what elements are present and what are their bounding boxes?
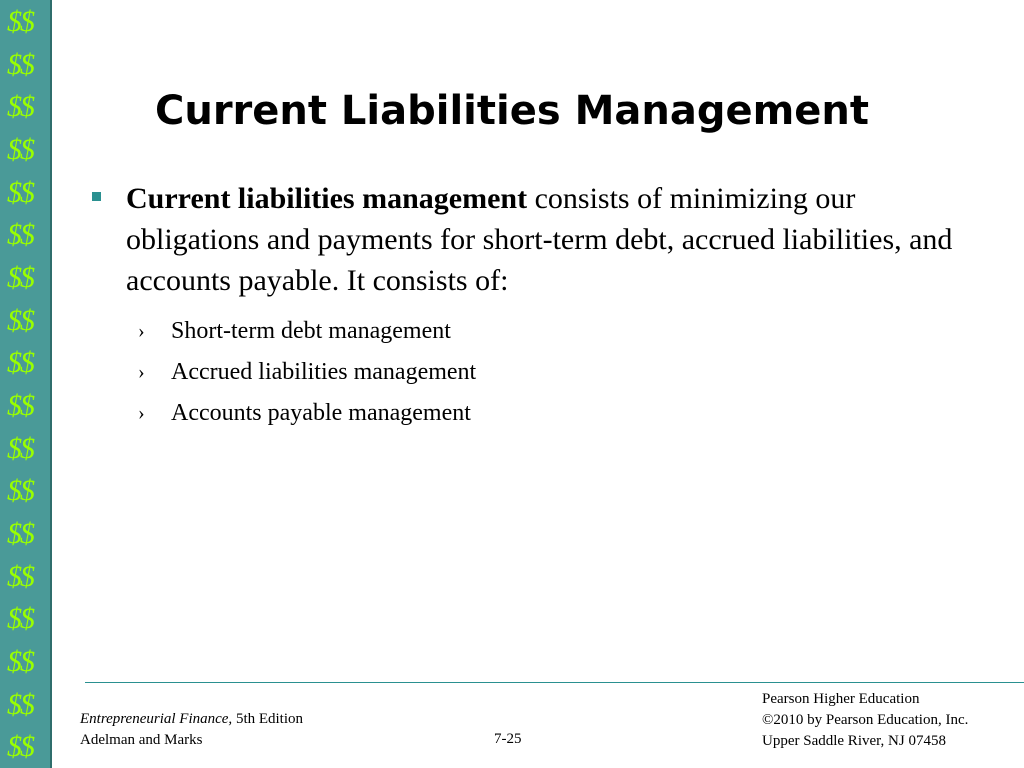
square-bullet-icon — [92, 192, 101, 201]
sub-bullet-text: Accrued liabilities management — [171, 359, 477, 385]
dollar-sign-icon: $$ — [7, 645, 33, 678]
footer-book-info — [80, 709, 303, 751]
sub-bullet-item — [138, 352, 968, 393]
dollar-sign-icon: $$ — [7, 47, 33, 81]
dollar-sign-icon: $$ — [7, 474, 33, 508]
dollar-sign-icon: $$ — [7, 5, 33, 38]
footer-location: Upper Saddle River, NJ 07458 — [762, 733, 946, 749]
sub-bullet-text: Accounts payable management — [171, 400, 471, 426]
sub-bullet-text: Short-term debt management — [171, 318, 451, 344]
chevron-right-icon: › — [138, 402, 145, 424]
footer-divider — [85, 682, 1024, 683]
slide-body — [88, 178, 968, 434]
dollar-sign-icon: $$ — [7, 517, 33, 550]
dollar-sign-icon: $$ — [7, 602, 33, 636]
footer-authors: Adelman and Marks — [80, 732, 203, 748]
sub-bullet-item — [138, 393, 968, 434]
dollar-sign-icon: $$ — [7, 687, 33, 721]
bullet-bold-term: Current liabilities management — [126, 182, 528, 215]
dollar-sign-icon: $$ — [7, 730, 33, 764]
dollar-sign-icon: $$ — [7, 218, 33, 252]
footer-edition: 5th Edition — [232, 711, 304, 727]
main-bullet — [88, 178, 968, 301]
footer-publisher-info — [762, 689, 968, 752]
sub-bullet-item — [138, 311, 968, 352]
dollar-sign-icon: $$ — [7, 133, 33, 166]
slide-title: Current Liabilities Management — [154, 88, 870, 134]
bullet-text: consists of minimizing our obligations and payments for short-term debt, accrued liabilities, and accounts payable. It consists of: — [126, 182, 953, 297]
dollar-sign-icon: $$ — [7, 261, 33, 294]
chevron-right-icon: › — [138, 320, 145, 342]
dollar-sign-icon: $$ — [7, 389, 33, 422]
sub-bullet-list — [88, 311, 968, 434]
dollar-sign-icon: $$ — [7, 90, 33, 124]
chevron-right-icon: › — [138, 361, 145, 383]
dollar-sign-icon: $$ — [7, 431, 33, 465]
dollar-sign-icon: $$ — [7, 346, 33, 380]
dollar-sign-icon: $$ — [7, 175, 33, 209]
footer-copyright: ©2010 by Pearson Education, Inc. — [762, 712, 969, 728]
page-number: 7-25 — [494, 731, 522, 747]
footer-publisher: Pearson Higher Education — [762, 691, 920, 707]
dollar-sign-icon: $$ — [7, 303, 33, 337]
dollar-sign-icon: $$ — [7, 559, 33, 593]
footer-book-title: Entrepreneurial Finance, — [80, 711, 233, 727]
